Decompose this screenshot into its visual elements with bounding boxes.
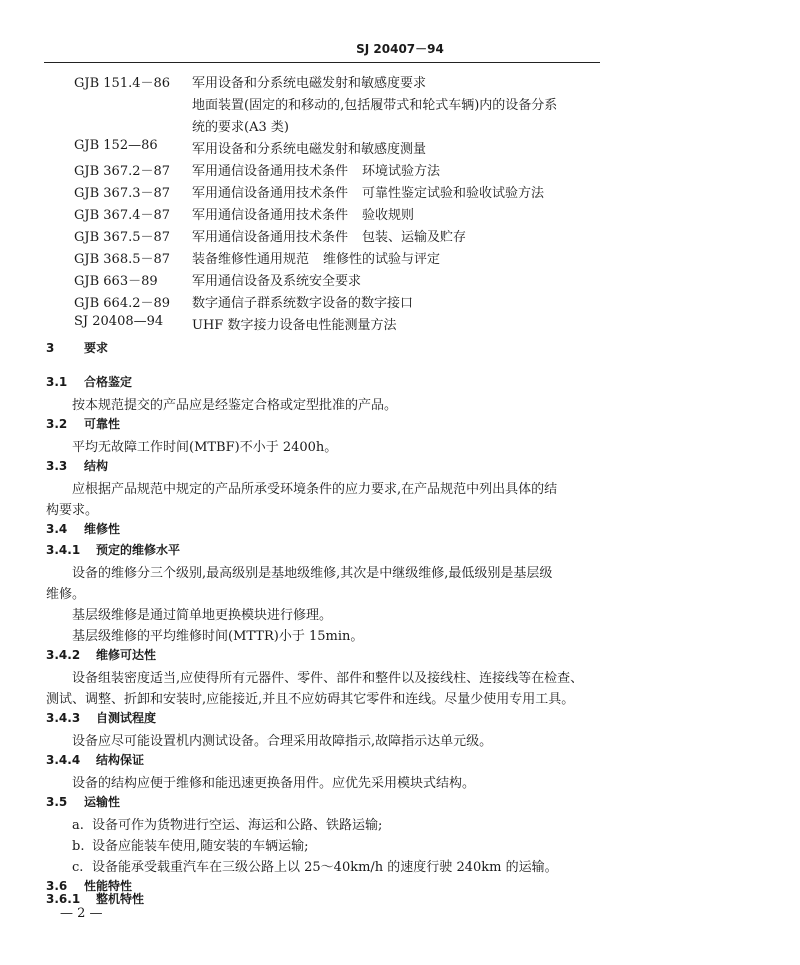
section-number: 3.4 bbox=[46, 522, 68, 536]
standard-code-header: SJ 20407－94 bbox=[356, 42, 444, 56]
reference-title-part: 统的要求(A3 类) bbox=[192, 120, 289, 135]
list-item bbox=[72, 835, 309, 854]
section-heading bbox=[46, 339, 108, 356]
reference-title-part: 可靠性鉴定试验和验收试验方法 bbox=[362, 186, 545, 201]
reference-code: GJB 664.2－89 bbox=[74, 296, 171, 311]
reference-title-part: 地面装置(固定的和移动的,包括履带式和轮式车辆)内的设备分系 bbox=[192, 98, 558, 113]
paragraph: 设备应尽可能设置机内测试设备。合理采用故障指示,故障指示达单元级。 bbox=[72, 734, 493, 749]
paragraph-continuation: 构要求。 bbox=[46, 503, 99, 518]
reference-title-part: 军用通信设备通用技术条件 bbox=[192, 208, 349, 223]
reference-title-part: 军用设备和分系统电磁发射和敏感度要求 bbox=[192, 76, 427, 91]
list-item-text: 设备应能装车使用,随安装的车辆运输; bbox=[92, 839, 309, 854]
section-heading bbox=[46, 415, 120, 432]
reference-title-part: 数字通信子群系统数字设备的数字接口 bbox=[192, 296, 414, 311]
reference-row bbox=[0, 204, 800, 226]
reference-title-part: 验收规则 bbox=[362, 208, 415, 223]
section-number: 3.4.1 bbox=[46, 543, 81, 557]
reference-title-part: 军用设备和分系统电磁发射和敏感度测量 bbox=[192, 142, 427, 157]
reference-row bbox=[0, 248, 800, 270]
section-number: 3.4.4 bbox=[46, 753, 81, 767]
section-title: 预定的维修水平 bbox=[96, 543, 181, 557]
header-rule bbox=[44, 62, 600, 63]
section-title: 要求 bbox=[84, 341, 109, 355]
section-title: 运输性 bbox=[84, 795, 121, 809]
reference-row bbox=[0, 116, 800, 138]
paragraph-continuation: 测试、调整、折卸和安装时,应能接近,并且不应妨碍其它零件和连线。尽量少使用专用工具。 bbox=[46, 692, 575, 707]
reference-title-part: 装备维修性通用规范 bbox=[192, 252, 310, 267]
section-number: 3.4.2 bbox=[46, 648, 81, 662]
reference-title bbox=[192, 270, 361, 289]
reference-title-part: 军用通信设备通用技术条件 bbox=[192, 230, 349, 245]
reference-title-part: 维修性的试验与评定 bbox=[323, 252, 441, 267]
reference-title bbox=[192, 182, 544, 201]
paragraph: 按本规范提交的产品应是经鉴定合格或定型批准的产品。 bbox=[72, 398, 398, 413]
list-item bbox=[72, 814, 382, 833]
reference-title bbox=[192, 248, 440, 267]
reference-code: GJB 151.4－86 bbox=[74, 76, 171, 91]
section-title: 维修可达性 bbox=[96, 648, 157, 662]
subsection-heading bbox=[46, 751, 144, 768]
reference-title bbox=[192, 292, 413, 311]
paragraph: 基层级维修是通过简单地更换模块进行修理。 bbox=[72, 608, 333, 623]
reference-code: GJB 368.5－87 bbox=[74, 252, 171, 267]
reference-list bbox=[0, 72, 800, 336]
paragraph: 基层级维修的平均维修时间(MTTR)小于 15min。 bbox=[72, 629, 364, 644]
list-marker: c. bbox=[72, 860, 84, 875]
reference-code: GJB 152—86 bbox=[74, 138, 158, 153]
section-number: 3.3 bbox=[46, 459, 68, 473]
reference-code: GJB 367.2－87 bbox=[74, 164, 171, 179]
section-number: 3.6.1 bbox=[46, 892, 81, 906]
reference-title bbox=[192, 314, 396, 333]
reference-code: GJB 367.4－87 bbox=[74, 208, 171, 223]
section-title: 性能特性 bbox=[84, 879, 133, 893]
subsection-heading bbox=[46, 709, 156, 726]
list-item bbox=[72, 856, 558, 875]
list-item-text: 设备可作为货物进行空运、海运和公路、铁路运输; bbox=[92, 818, 383, 833]
reference-row bbox=[0, 226, 800, 248]
list-marker: a. bbox=[72, 818, 84, 833]
list-marker: b. bbox=[72, 839, 85, 854]
reference-title bbox=[192, 204, 414, 223]
paragraph: 设备的结构应便于维修和能迅速更换备用件。应优先采用模块式结构。 bbox=[72, 776, 476, 791]
reference-title bbox=[192, 72, 426, 91]
reference-title bbox=[192, 226, 466, 245]
reference-title bbox=[192, 138, 426, 157]
section-title: 维修性 bbox=[84, 522, 121, 536]
paragraph: 应根据产品规范中规定的产品所承受环境条件的应力要求,在产品规范中列出具体的结 bbox=[72, 482, 558, 497]
reference-row bbox=[0, 314, 800, 336]
section-number: 3.1 bbox=[46, 375, 68, 389]
section-title: 整机特性 bbox=[96, 892, 145, 906]
paragraph-continuation: 维修。 bbox=[46, 587, 86, 602]
page-number: — 2 — bbox=[60, 906, 103, 921]
section-heading bbox=[46, 373, 132, 390]
paragraph: 平均无故障工作时间(MTBF)不小于 2400h。 bbox=[72, 440, 338, 455]
reference-title bbox=[192, 94, 557, 113]
section-number: 3.4.3 bbox=[46, 711, 81, 725]
reference-code: GJB 663－89 bbox=[74, 274, 158, 289]
section-number: 3.2 bbox=[46, 417, 68, 431]
section-heading bbox=[46, 457, 108, 474]
reference-title-part: 军用通信设备及系统安全要求 bbox=[192, 274, 362, 289]
reference-code: GJB 367.5－87 bbox=[74, 230, 171, 245]
reference-title-part: 军用通信设备通用技术条件 bbox=[192, 164, 349, 179]
section-heading bbox=[46, 793, 120, 810]
reference-title-part: 包装、运输及贮存 bbox=[362, 230, 467, 245]
reference-row bbox=[0, 292, 800, 314]
reference-row bbox=[0, 94, 800, 116]
reference-title bbox=[192, 160, 440, 179]
reference-title-part: UHF 数字接力设备电性能测量方法 bbox=[192, 318, 397, 333]
paragraph: 设备的维修分三个级别,最高级别是基地级维修,其次是中继级维修,最低级别是基层级 bbox=[72, 566, 553, 581]
reference-row bbox=[0, 270, 800, 292]
section-title: 可靠性 bbox=[84, 417, 121, 431]
reference-row bbox=[0, 138, 800, 160]
section-title: 合格鉴定 bbox=[84, 375, 133, 389]
subsection-heading bbox=[46, 646, 156, 663]
section-title: 自测试程度 bbox=[96, 711, 157, 725]
reference-title-part: 军用通信设备通用技术条件 bbox=[192, 186, 349, 201]
reference-title bbox=[192, 116, 289, 135]
section-number: 3 bbox=[46, 341, 55, 355]
paragraph: 设备组装密度适当,应使得所有元器件、零件、部件和整件以及接线柱、连接线等在检查、 bbox=[72, 671, 584, 686]
list-item-text: 设备能承受载重汽车在三级公路上以 25～40km/h 的速度行驶 240km 的运输。 bbox=[92, 860, 558, 875]
subsection-heading bbox=[46, 890, 144, 907]
reference-code: SJ 20408—94 bbox=[74, 314, 164, 329]
subsection-heading bbox=[46, 541, 180, 558]
section-number: 3.5 bbox=[46, 795, 68, 809]
section-title: 结构 bbox=[84, 459, 109, 473]
reference-row bbox=[0, 182, 800, 204]
section-heading bbox=[46, 520, 120, 537]
reference-row bbox=[0, 72, 800, 94]
section-number: 3.6 bbox=[46, 879, 68, 893]
reference-code: GJB 367.3－87 bbox=[74, 186, 171, 201]
section-title: 结构保证 bbox=[96, 753, 145, 767]
reference-row bbox=[0, 160, 800, 182]
reference-title-part: 环境试验方法 bbox=[362, 164, 441, 179]
